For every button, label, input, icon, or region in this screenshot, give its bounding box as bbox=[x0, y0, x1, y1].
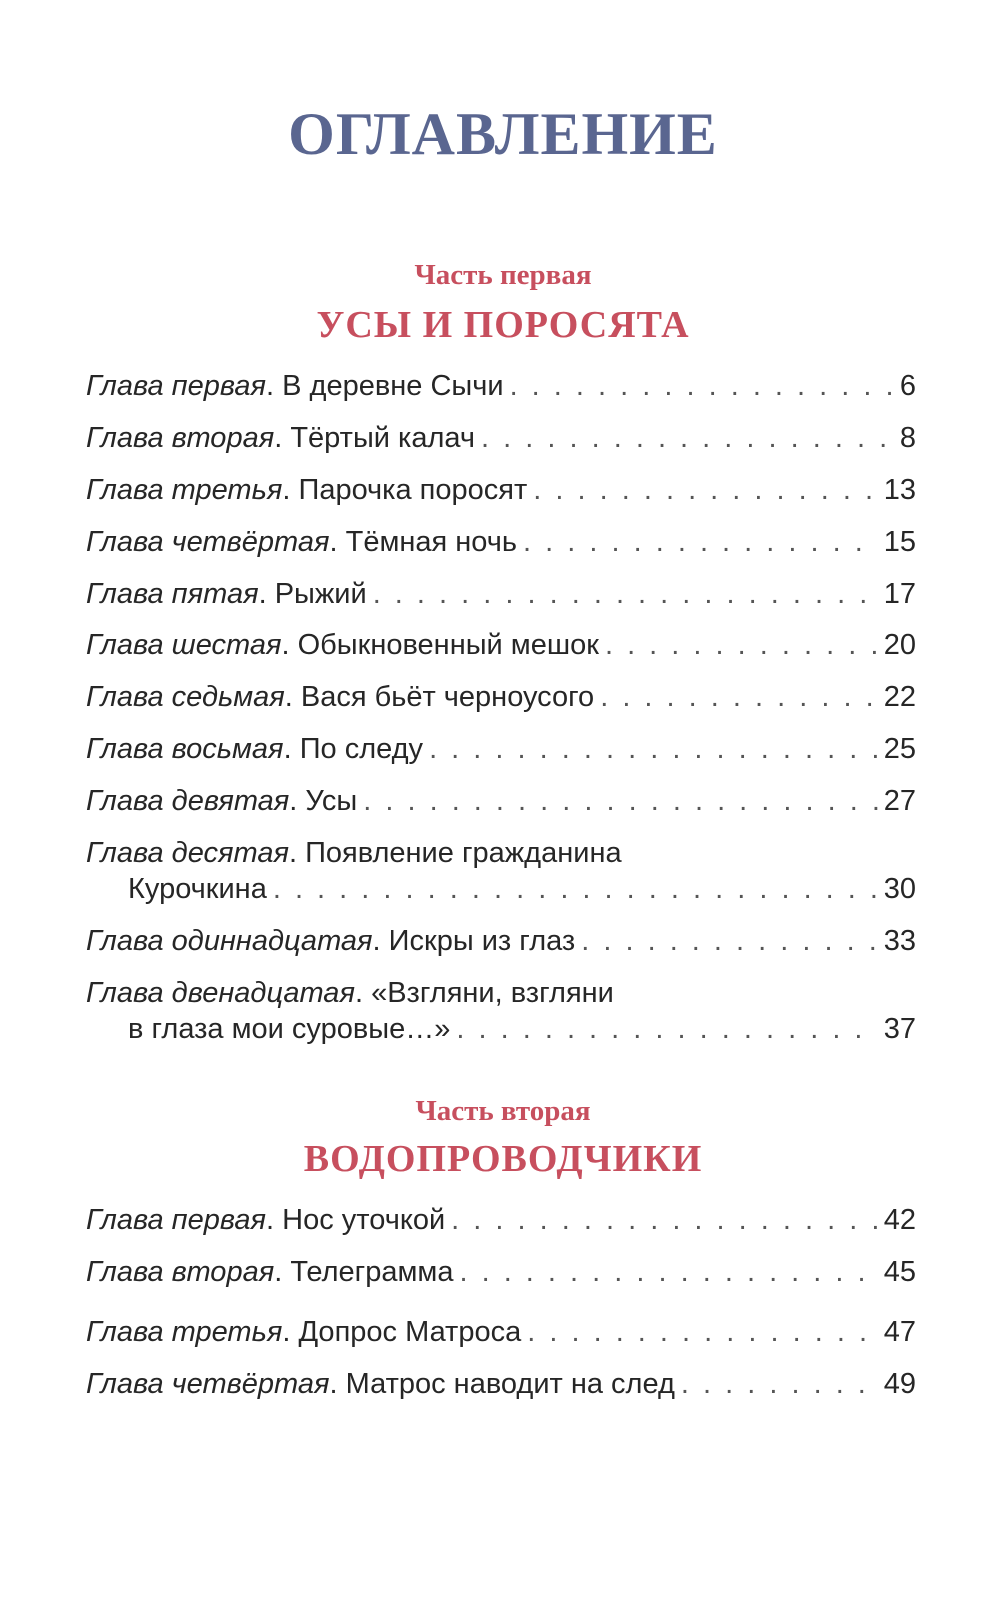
page-number: 27 bbox=[883, 785, 916, 817]
leader-dots bbox=[273, 871, 878, 907]
chapter-title-continued: в глаза мои суровые…» bbox=[128, 1013, 451, 1045]
chapter-title: Нос уточкой bbox=[282, 1204, 446, 1236]
toc-entry[interactable]: Глава первая . В деревне Сычи . . . 6 bbox=[86, 368, 916, 404]
page-number: 45 bbox=[883, 1256, 916, 1288]
chapter-title: В деревне Сычи bbox=[282, 370, 504, 402]
chapter-title: Допрос Матроса bbox=[298, 1316, 522, 1348]
chapter-title: Телеграмма bbox=[290, 1256, 454, 1288]
chapter-title: «Взгляни, взгляни bbox=[371, 977, 614, 1009]
toc-entry[interactable]: Глава шестая . Обыкновенный мешок . . . 20 bbox=[86, 627, 916, 663]
toc-entry[interactable]: Глава четвёртая . Матрос наводит на след . . . 49 bbox=[86, 1366, 916, 1402]
toc-entry[interactable]: Глава восьмая . По следу . . . 25 bbox=[86, 731, 916, 767]
chapter-label: Глава первая bbox=[86, 1204, 267, 1236]
chapter-title: Вася бьёт черноусого bbox=[300, 681, 595, 713]
chapter-title: Обыкновенный мешок bbox=[297, 629, 599, 661]
chapter-label: Глава седьмая bbox=[86, 681, 285, 713]
chapter-title: Парочка поросят bbox=[298, 474, 528, 506]
toc-entry[interactable]: Глава десятая . Появление гражданина Курочкина . . . 30 bbox=[86, 835, 916, 907]
chapter-title-continued: Курочкина bbox=[128, 873, 267, 905]
page-number: 13 bbox=[883, 474, 916, 506]
chapter-label: Глава пятая bbox=[86, 578, 259, 610]
toc-entry[interactable]: Глава седьмая . Вася бьёт черноусого . . . 22 bbox=[86, 679, 916, 715]
chapter-label: Глава десятая bbox=[86, 837, 289, 869]
page-number: 25 bbox=[883, 733, 916, 765]
page-title: ОГЛАВЛЕНИЕ bbox=[288, 101, 718, 167]
leader-dots bbox=[429, 731, 878, 767]
toc-entry[interactable]: Глава четвёртая . Тёмная ночь . . . 15 bbox=[86, 524, 916, 560]
chapter-title: Тёртый калач bbox=[290, 422, 476, 454]
chapter-label: Глава четвёртая bbox=[86, 526, 330, 558]
chapter-label: Глава девятая bbox=[86, 785, 290, 817]
chapter-label: Глава одиннадцатая bbox=[86, 925, 373, 957]
leader-dots bbox=[456, 1011, 877, 1047]
chapter-title: Матрос наводит на след bbox=[345, 1368, 675, 1400]
page-number: 42 bbox=[883, 1204, 916, 1236]
leader-dots bbox=[510, 368, 894, 404]
leader-dots bbox=[533, 472, 877, 508]
toc-entry[interactable]: Глава третья . Допрос Матроса . . . 47 bbox=[86, 1314, 916, 1350]
chapter-label: Глава вторая bbox=[86, 422, 275, 454]
part-1-title: УСЫ И ПОРОСЯТА bbox=[316, 304, 690, 346]
leader-dots bbox=[600, 679, 878, 715]
page-number: 49 bbox=[883, 1368, 916, 1400]
page-number: 30 bbox=[883, 873, 916, 905]
page-number: 15 bbox=[883, 526, 916, 558]
chapter-label: Глава третья bbox=[86, 1316, 283, 1348]
leader-dots bbox=[373, 576, 878, 612]
leader-dots bbox=[523, 524, 878, 560]
chapter-label: Глава четвёртая bbox=[86, 1368, 330, 1400]
toc-entry[interactable]: Глава вторая . Тёртый калач . . . 8 bbox=[86, 420, 916, 456]
page-number: 22 bbox=[883, 681, 916, 713]
chapter-title: Тёмная ночь bbox=[345, 526, 518, 558]
leader-dots bbox=[605, 627, 878, 663]
toc-entry[interactable]: Глава первая . Нос уточкой . . . 42 bbox=[86, 1202, 916, 1238]
toc-entry[interactable]: Глава пятая . Рыжий . . . 17 bbox=[86, 576, 916, 612]
toc-entry[interactable]: Глава двенадцатая . «Взгляни, взгляни в глаза мои суровые…» . . . 37 bbox=[86, 975, 916, 1047]
chapter-label: Глава третья bbox=[86, 474, 283, 506]
leader-dots bbox=[451, 1202, 878, 1238]
leader-dots bbox=[527, 1314, 878, 1350]
leader-dots bbox=[681, 1366, 878, 1402]
chapter-label: Глава шестая bbox=[86, 629, 282, 661]
part-2-label: Часть вторая bbox=[415, 1095, 591, 1127]
toc-entry[interactable]: Глава вторая . Телеграмма . . . 45 bbox=[86, 1254, 916, 1290]
leader-dots bbox=[581, 923, 878, 959]
leader-dots bbox=[481, 420, 894, 456]
chapter-title: Появление гражданина bbox=[305, 837, 622, 869]
page-number: 17 bbox=[883, 578, 916, 610]
part-2-title: ВОДОПРОВОДЧИКИ bbox=[303, 1138, 703, 1180]
leader-dots bbox=[363, 783, 878, 819]
page-number: 20 bbox=[883, 629, 916, 661]
page-number: 6 bbox=[899, 370, 916, 402]
chapter-title: Рыжий bbox=[274, 578, 367, 610]
page-number: 37 bbox=[883, 1013, 916, 1045]
chapter-label: Глава восьмая bbox=[86, 733, 284, 765]
chapter-label: Глава первая bbox=[86, 370, 267, 402]
page-number: 33 bbox=[883, 925, 916, 957]
toc-entry[interactable]: Глава третья . Парочка поросят . . . 13 bbox=[86, 472, 916, 508]
chapter-title: Искры из глаз bbox=[388, 925, 576, 957]
toc-entry[interactable]: Глава девятая . Усы . . . 27 bbox=[86, 783, 916, 819]
chapter-title: Усы bbox=[305, 785, 358, 817]
part-1-label: Часть первая bbox=[414, 259, 592, 291]
chapter-title: По следу bbox=[299, 733, 424, 765]
chapter-label: Глава двенадцатая bbox=[86, 977, 355, 1009]
chapter-label: Глава вторая bbox=[86, 1256, 275, 1288]
page-number: 8 bbox=[899, 422, 916, 454]
leader-dots bbox=[459, 1254, 877, 1290]
toc-entry[interactable]: Глава одиннадцатая . Искры из глаз . . . 33 bbox=[86, 923, 916, 959]
page-number: 47 bbox=[883, 1316, 916, 1348]
